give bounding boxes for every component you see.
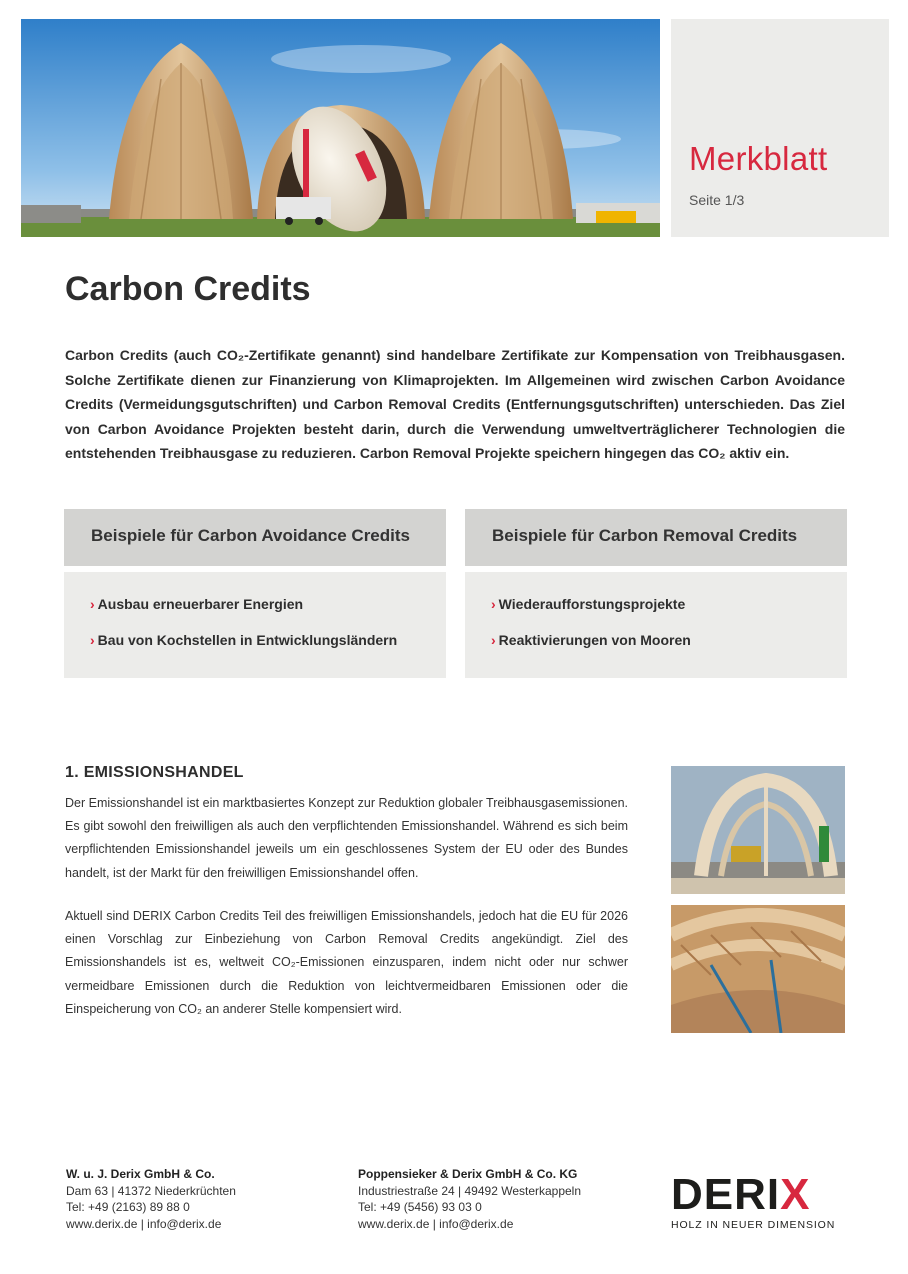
contact-links[interactable]: www.derix.de | info@derix.de <box>358 1216 514 1231</box>
section-paragraph: Der Emissionshandel ist ein marktbasiertes Konzept zur Reduktion globaler Treibhausgasemissionen. Es gibt sowohl den freiwilligen als auch den verpflichtenden Emissionshandel. Während es sich beim verpflichtenden Emissionshandel jeweils um ein geschlossenes System der EU oder des Bundes handelt, ist der Markt für den freiwilligen Emissionshandel offen. <box>65 796 628 880</box>
removal-box-heading: Beispiele für Carbon Removal Credits <box>465 509 847 566</box>
chevron-right-icon: › <box>90 632 95 648</box>
page-title: Carbon Credits <box>65 270 311 308</box>
contact-links[interactable]: www.derix.de | info@derix.de <box>66 1216 222 1231</box>
section-title: 1. EMISSIONSHANDEL <box>65 764 244 781</box>
derix-logo: DERIX HOLZ IN NEUER DIMENSION <box>671 1175 847 1231</box>
avoidance-box-list <box>64 572 446 678</box>
construction-photo <box>671 766 845 894</box>
removal-box-list <box>465 572 847 678</box>
list-item: › Bau von Kochstellen in Entwicklungsländern <box>90 632 398 648</box>
logo-tagline: HOLZ IN NEUER DIMENSION <box>671 1219 836 1231</box>
chevron-right-icon: › <box>90 596 95 612</box>
section-paragraph: Aktuell sind DERIX Carbon Credits Teil des freiwilligen Emissionshandels, jedoch hat die EU für 2026 einen Vorschlag zur Einbeziehung von Carbon Removal Credits angekündigt. Ziel des Emissionshandels ist es, weltweit CO₂-Emissionen einzusparen, indem nicht oder nur schwer vermeidbare Emissionen durch die Reduktion von leichtvermeidbaren Emissionen oder die Einspeicherung von CO₂ an anderer Stelle kompensiert wird. <box>65 909 628 1016</box>
hero-image <box>21 19 660 237</box>
address-block-derix: W. u. J. Derix GmbH & Co. Dam 63 | 41372 Niederkrüchten Tel: +49 (2163) 89 88 0 www.derix.de | info@derix.de <box>66 1167 236 1231</box>
chevron-right-icon: › <box>491 632 496 648</box>
list-item: › Reaktivierungen von Mooren <box>491 632 691 648</box>
avoidance-box-heading: Beispiele für Carbon Avoidance Credits <box>64 509 446 566</box>
intro-paragraph: Carbon Credits (auch CO₂-Zertifikate genannt) sind handelbare Zertifikate zur Kompensation von Treibhausgasen. Solche Zertifikate dienen zur Finanzierung von Klimaprojekten. Im Allgemeinen wird zwischen Carbon Avoidance Credits (Vermeidungsgutschriften) und Carbon Removal Credits (Entfernungsgutschriften) unterschieden. Das Ziel von Carbon Avoidance Projekten besteht darin, durch die Verwendung umweltverträglicherer Technologien die entstehenden Treibhausgase zu reduzieren. Carbon Removal Projekte speichern hingegen das CO₂ aktiv ein. <box>65 347 845 461</box>
list-item: › Wiederaufforstungsprojekte <box>491 596 686 612</box>
chevron-right-icon: › <box>491 596 496 612</box>
timber-structure-photo <box>671 905 845 1033</box>
page-indicator: Seite 1/3 <box>689 192 745 208</box>
address-block-poppensieker: Poppensieker & Derix GmbH & Co. KG Industriestraße 24 | 49492 Westerkappeln Tel: +49 (5456) 93 03 0 www.derix.de | info@derix.de <box>358 1167 582 1231</box>
list-item: › Ausbau erneuerbarer Energien <box>90 596 304 612</box>
merkblatt-title: Merkblatt <box>689 140 828 177</box>
